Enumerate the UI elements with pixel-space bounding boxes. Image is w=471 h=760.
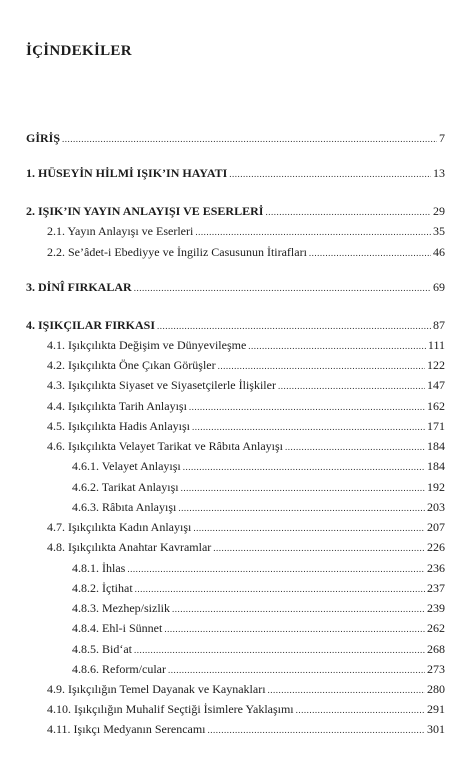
toc-entry-page: 7 [439,131,445,145]
dot-leader [168,662,425,678]
dot-leader [265,204,431,220]
toc-entry-label: 2. IŞIK’IN YAYIN ANLAYIŞI VE ESERLERİ [26,204,264,218]
toc-entry [72,580,445,596]
page-title: İÇİNDEKİLER [26,43,132,59]
dot-leader [193,520,425,536]
toc-entry-label: 1. HÜSEYİN HİLMİ IŞIK’IN HAYATI [26,166,228,180]
toc-entry-page: 203 [427,500,445,514]
toc-entry-page: 268 [427,642,445,656]
toc-entry-label: 4.11. Işıkçı Medyanın Serencamı [47,722,206,736]
toc-entry-label: 4.1. Işıkçılıkta Değişim ve Dünyevileşme [47,338,247,352]
toc-entry-label: 4.9. Işıkçılığın Temel Dayanak ve Kaynakları [47,682,266,696]
toc-entry-label: 2.2. Se’âdet-i Ebediyye ve İngiliz Casusunun İtirafları [47,245,307,259]
toc-entry-page: 280 [427,682,445,696]
toc-entry [26,279,445,295]
dot-leader [181,480,425,496]
toc-entry [47,337,445,353]
toc-entry [72,560,445,576]
toc-entry [26,317,445,333]
dot-leader [296,702,425,718]
toc-entry [72,620,445,636]
dot-leader [183,459,425,475]
toc-entry-page: 237 [427,581,445,595]
toc-entry [26,203,445,219]
toc-entry-label: 4. IŞIKÇILAR FIRKASI [26,318,156,332]
dot-leader [278,378,425,394]
toc-entry [72,641,445,657]
toc-entry-page: 301 [427,722,445,736]
toc-entry-label: 4.8.4. Ehl-i Sünnet [72,621,163,635]
toc-entry-label: 4.6.1. Velayet Anlayışı [72,459,181,473]
toc-entry-label: 4.5. Işıkçılıkta Hadis Anlayışı [47,419,190,433]
toc-entry-page: 291 [427,702,445,716]
toc-entry-page: 162 [427,399,445,413]
toc-entry-page: 171 [427,419,445,433]
dot-leader [229,166,431,182]
toc-entry-label: 2.1. Yayın Anlayışı ve Eserleri [47,224,194,238]
toc-entry-page: 13 [433,166,445,180]
dot-leader [285,439,425,455]
dot-leader [134,642,425,658]
toc-entry-page: 262 [427,621,445,635]
dot-leader [195,224,431,240]
toc-entry [47,681,445,697]
toc-entry-label: 4.2. Işıkçılıkta Öne Çıkan Görüşler [47,358,216,372]
toc-entry [72,499,445,515]
dot-leader [134,280,431,296]
toc-entry [26,130,445,146]
toc-entry-label: 4.8.2. İçtihat [72,581,133,595]
toc-entry [47,357,445,373]
dot-leader [135,581,425,597]
toc-entry-page: 184 [427,439,445,453]
toc-entry-page: 147 [427,378,445,392]
toc-entry-label: 4.10. Işıkçılığın Muhalif Seçtiği İsimlere Yaklaşımı [47,702,294,716]
toc-entry [47,701,445,717]
toc-entry-label: 4.8.5. Bid‘at [72,642,132,656]
dot-leader [189,399,425,415]
toc-entry-page: 226 [427,540,445,554]
dot-leader [192,419,425,435]
toc-entry [47,519,445,535]
dot-leader [208,722,425,738]
toc-entry [47,418,445,434]
dot-leader [218,358,425,374]
dot-leader [178,500,425,516]
toc-entry-page: 87 [433,318,445,332]
dot-leader [164,621,425,637]
toc-entry-page: 111 [427,338,445,352]
toc-entry [47,721,445,737]
dot-leader [157,318,431,334]
toc-entry [47,244,445,260]
toc-entry-label: 4.8.1. İhlas [72,561,126,575]
dot-leader [248,338,426,354]
toc-entry-page: 192 [427,480,445,494]
toc-entry-label: GİRİŞ [26,131,61,145]
toc-entry [26,165,445,181]
toc-entry-page: 207 [427,520,445,534]
toc-entry-page: 239 [427,601,445,615]
toc-entry-label: 4.6. Işıkçılıkta Velayet Tarikat ve Râbıta Anlayışı [47,439,283,453]
dot-leader [127,561,425,577]
toc-entry [72,600,445,616]
toc-entry [47,398,445,414]
dot-leader [172,601,425,617]
toc-entry [72,458,445,474]
toc-entry-label: 4.6.2. Tarikat Anlayışı [72,480,179,494]
dot-leader [62,131,437,147]
dot-leader [268,682,425,698]
toc-entry [47,377,445,393]
toc-entry-page: 46 [433,245,445,259]
toc-entry [72,479,445,495]
toc-entry [47,438,445,454]
toc-entry-label: 4.7. Işıkçılıkta Kadın Anlayışı [47,520,192,534]
dot-leader [213,540,425,556]
toc-entry-label: 3. DİNÎ FIRKALAR [26,280,132,294]
toc-entry [47,539,445,555]
toc-entry-label: 4.6.3. Râbıta Anlayışı [72,500,177,514]
toc-entry-page: 35 [433,224,445,238]
dot-leader [309,245,431,261]
toc-entry-label: 4.4. Işıkçılıkta Tarih Anlayışı [47,399,187,413]
toc-entry-label: 4.3. Işıkçılıkta Siyaset ve Siyasetçilerle İlişkiler [47,378,276,392]
toc-entry-label: 4.8. Işıkçılıkta Anahtar Kavramlar [47,540,212,554]
toc-entry [47,223,445,239]
toc-entry-label: 4.8.6. Reform/cular [72,662,166,676]
toc-entry-page: 69 [433,280,445,294]
toc-entry-page: 236 [427,561,445,575]
toc-entry-page: 273 [427,662,445,676]
toc-entry-page: 122 [427,358,445,372]
toc-entry-page: 29 [433,204,445,218]
toc-entry-page: 184 [427,459,445,473]
toc-entry-label: 4.8.3. Mezhep/sizlik [72,601,170,615]
toc-entry [72,661,445,677]
